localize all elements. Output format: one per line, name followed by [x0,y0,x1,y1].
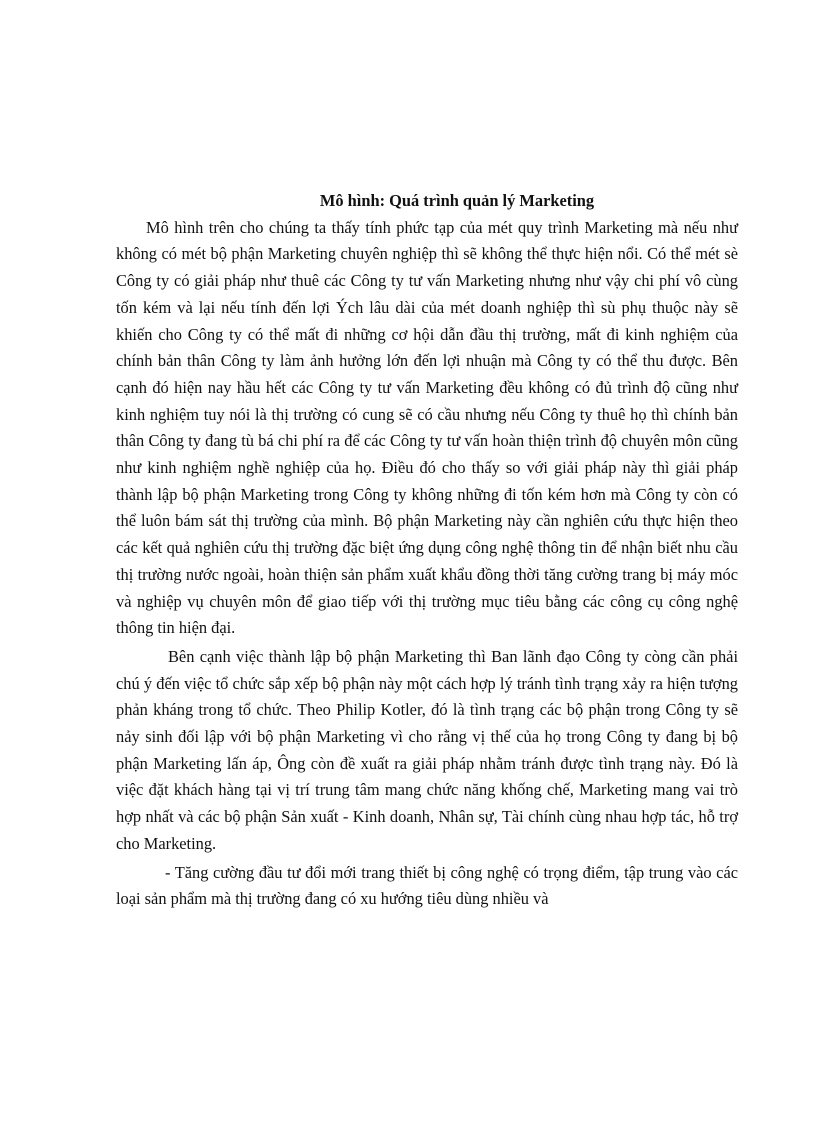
document-body [116,188,738,913]
figure-caption: Mô hình: Quá trình quản lý Marketing [319,191,595,210]
paragraph-organization: Bên cạnh việc thành lập bộ phận Marketing thì Ban lãnh đạo Công ty còng cần phải chú ý đến việc tổ chức sắp xếp bộ phận này một cách hợp lý tránh tình trạng xảy ra hiện tượng phản kháng trong tổ chức. Theo Philip Kotler, đó là tình trạng các bộ phận trong Công ty sẽ nảy sinh đối lập với bộ phận Marketing vì cho rằng vị thế của họ trong Công ty đang bị bộ phận Marketing lấn áp, Ông còn đề xuất ra giải pháp nhằm tránh được tình trạng này. Đó là việc đặt khách hàng tại vị trí trung tâm mang chức năng khống chế, Marketing mang vai trò hợp nhất và các bộ phận Sản xuất - Kinh doanh, Nhân sự, Tài chính cùng nhau hợp tác, hỗ trợ cho Marketing. [116,646,738,853]
paragraph-marketing-department: Mô hình trên cho chúng ta thấy tính phức tạp của mét quy trình Marketing mà nếu như không có mét bộ phận Marketing chuyên nghiệp thì sẽ không thể thực hiện nổi. Có thể mét sè Công ty có giải pháp như thuê các Công ty tư vấn Marketing nhưng như vậy chi phí vô cùng tốn kém và lại nếu tính đến lợi Ých lâu dài của mét doanh nghiệp thì sù phụ thuộc này sẽ khiến cho Công ty có thể mất đi những cơ hội dẫn đầu thị trường, mất đi kinh nghiệm của chính bản thân Công ty làm ảnh hưởng lớn đến lợi nhuận mà Công ty có thể thu được. Bên cạnh đó hiện nay hầu hết các Công ty tư vấn Marketing đều không có đủ trình độ cũng như kinh nghiệm tuy nói là thị trường có cung sẽ có cầu nhưng nếu Công ty thuê họ thì chính bản thân Công ty đang tù bá chi phí ra để các Công ty tư vấn hoàn thiện trình độ chuyên môn cũng như kinh nghiệm nghề nghiệp của họ. Điều đó cho thấy so với giải pháp này thì giải pháp thành lập bộ phận Marketing trong Công ty không những đi tốn kém hơn mà Công ty còn có thể luôn bám sát thị trường của mình. Bộ phận Marketing này cần nghiên cứu thực hiện theo các kết quả nghiên cứu thị trường đặc biệt ứng dụng công nghệ thông tin để nhận biết nhu cầu thị trường nước ngoài, hoàn thiện sản phẩm xuất khẩu đồng thời tăng cường trang bị máy móc và nghiệp vụ chuyên môn để giao tiếp với thị trường mục tiêu bằng các công cụ công nghệ thông tin hiện đại. [116,217,738,638]
paragraph-investment: - Tăng cường đầu tư đổi mới trang thiết bị công nghệ có trọng điểm, tập trung vào các loại sản phẩm mà thị trường đang có xu hướng tiêu dùng nhiều và [116,862,738,909]
